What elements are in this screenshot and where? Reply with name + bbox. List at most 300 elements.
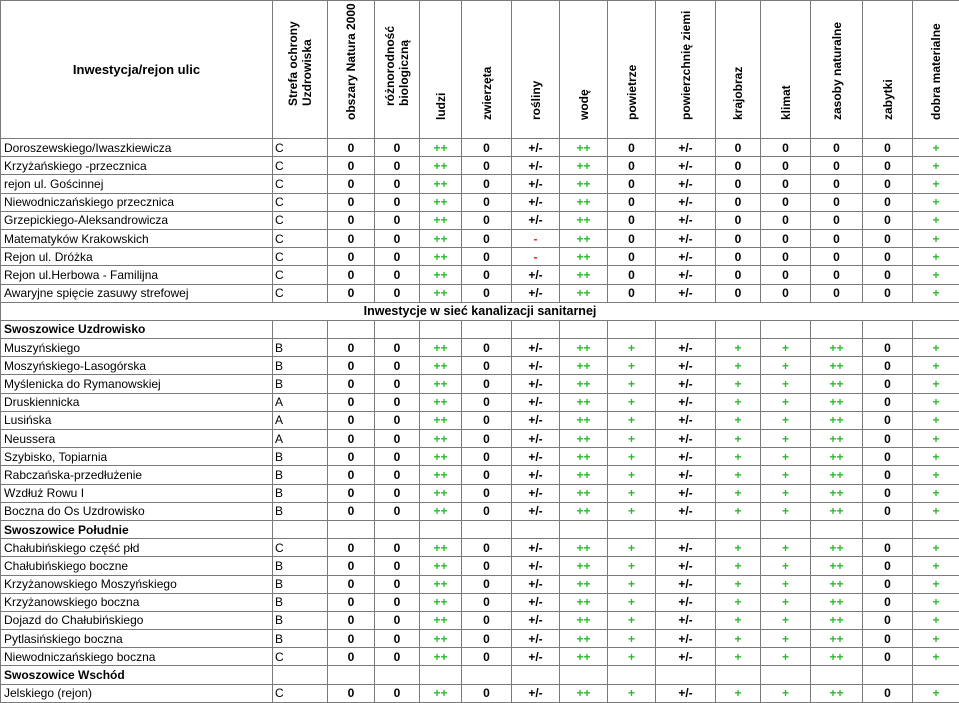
impact-value: +/- — [656, 266, 716, 284]
impact-value: 0 — [328, 139, 375, 157]
impact-value: +/- — [656, 611, 716, 629]
impact-value: 0 — [863, 284, 913, 302]
impact-value: + — [608, 393, 656, 411]
column-header — [761, 1, 811, 139]
impact-value: 0 — [863, 430, 913, 448]
column-header-label: obszary Natura 2000 — [344, 3, 358, 120]
impact-value: 0 — [811, 193, 863, 211]
impact-value: 0 — [328, 557, 375, 575]
impact-value: 0 — [462, 248, 512, 266]
column-header-label: klimat — [779, 85, 793, 120]
column-header — [716, 1, 761, 139]
table-row — [1, 211, 959, 229]
impact-value: ++ — [811, 539, 863, 557]
impact-value: 0 — [462, 630, 512, 648]
impact-value: ++ — [420, 229, 462, 247]
impact-value: 0 — [811, 139, 863, 157]
empty-cell — [608, 666, 656, 684]
row-name: Dojazd do Chałubińskiego — [1, 611, 273, 629]
impact-value: 0 — [761, 139, 811, 157]
impact-value: +/- — [656, 484, 716, 502]
impact-value: 0 — [608, 248, 656, 266]
impact-value: + — [761, 648, 811, 666]
row-name: Niewodniczańskiego boczna — [1, 648, 273, 666]
group-title: Swoszowice Wschód — [1, 666, 273, 684]
impact-value: 0 — [462, 648, 512, 666]
group-row — [1, 666, 959, 684]
impact-value: ++ — [560, 248, 608, 266]
table-row — [1, 630, 959, 648]
impact-value: ++ — [560, 502, 608, 520]
impact-value: ++ — [811, 648, 863, 666]
protection-zone-value: B — [273, 448, 328, 466]
impact-value: + — [608, 502, 656, 520]
impact-value: +/- — [656, 193, 716, 211]
impact-value: 0 — [716, 157, 761, 175]
impact-value: 0 — [863, 211, 913, 229]
impact-value: + — [913, 193, 959, 211]
column-header-label: ludzi — [434, 93, 448, 120]
impact-value: 0 — [328, 484, 375, 502]
impact-value: ++ — [811, 411, 863, 429]
impact-value: ++ — [420, 484, 462, 502]
impact-value: +/- — [512, 611, 560, 629]
empty-cell — [913, 666, 959, 684]
impact-value: 0 — [863, 448, 913, 466]
impact-value: + — [608, 630, 656, 648]
impact-value: + — [716, 339, 761, 357]
impact-value: 0 — [328, 248, 375, 266]
impact-value: +/- — [512, 630, 560, 648]
impact-value: + — [716, 502, 761, 520]
impact-value: +/- — [512, 266, 560, 284]
impact-value: + — [761, 448, 811, 466]
impact-value: 0 — [608, 211, 656, 229]
table-row — [1, 502, 959, 520]
column-header — [811, 1, 863, 139]
impact-value: + — [761, 684, 811, 702]
empty-cell — [656, 520, 716, 538]
impact-value: + — [761, 411, 811, 429]
table-row — [1, 139, 959, 157]
column-header-label: biologiczną — [397, 26, 411, 106]
table-row — [1, 466, 959, 484]
column-header — [863, 1, 913, 139]
impact-value: 0 — [863, 557, 913, 575]
section-title: Inwestycje w sieć kanalizacji sanitarnej — [1, 302, 959, 320]
empty-cell — [328, 520, 375, 538]
impact-value: + — [608, 411, 656, 429]
impact-value: ++ — [560, 375, 608, 393]
impact-value: ++ — [420, 593, 462, 611]
impact-value: 0 — [328, 430, 375, 448]
row-name: rejon ul. Gościnnej — [1, 175, 273, 193]
impact-value: +/- — [656, 229, 716, 247]
impact-value: 0 — [863, 393, 913, 411]
impact-value: ++ — [811, 593, 863, 611]
impact-value: 0 — [375, 684, 420, 702]
impact-value: ++ — [420, 411, 462, 429]
impact-value: ++ — [560, 684, 608, 702]
impact-value: 0 — [328, 411, 375, 429]
impact-value: + — [913, 575, 959, 593]
impact-value: 0 — [328, 539, 375, 557]
impact-value: ++ — [420, 284, 462, 302]
impact-value: ++ — [560, 157, 608, 175]
impact-value: 0 — [462, 430, 512, 448]
impact-value: ++ — [420, 430, 462, 448]
impact-value: 0 — [375, 175, 420, 193]
impact-value: ++ — [811, 611, 863, 629]
impact-value: 0 — [328, 175, 375, 193]
impact-value: +/- — [512, 393, 560, 411]
table-row — [1, 539, 959, 557]
impact-value: 0 — [375, 357, 420, 375]
impact-value: 0 — [328, 466, 375, 484]
impact-value: + — [913, 175, 959, 193]
impact-value: 0 — [761, 193, 811, 211]
row-name: Rabczańska-przedłużenie — [1, 466, 273, 484]
column-header — [656, 1, 716, 139]
impact-value: 0 — [462, 339, 512, 357]
impact-value: + — [913, 248, 959, 266]
impact-value: ++ — [560, 266, 608, 284]
impact-value: 0 — [328, 266, 375, 284]
impact-value: ++ — [560, 411, 608, 429]
impact-value: ++ — [420, 139, 462, 157]
impact-value: +/- — [656, 284, 716, 302]
impact-value: 0 — [328, 575, 375, 593]
impact-value: + — [913, 284, 959, 302]
column-header-label: różnorodność — [383, 26, 397, 106]
group-row — [1, 520, 959, 538]
protection-zone-value: C — [273, 266, 328, 284]
impact-value: +/- — [512, 157, 560, 175]
table-row — [1, 430, 959, 448]
column-header-label: wodę — [577, 89, 591, 120]
impact-value: + — [761, 484, 811, 502]
row-name: Doroszewskiego/Iwaszkiewicza — [1, 139, 273, 157]
row-name: Druskiennicka — [1, 393, 273, 411]
impact-value: ++ — [420, 448, 462, 466]
impact-value: + — [716, 466, 761, 484]
empty-cell — [863, 666, 913, 684]
impact-value: + — [761, 575, 811, 593]
impact-value: 0 — [375, 339, 420, 357]
protection-zone-value: B — [273, 466, 328, 484]
impact-value: ++ — [560, 575, 608, 593]
empty-cell — [273, 320, 328, 338]
impact-value: ++ — [811, 557, 863, 575]
impact-value: +/- — [512, 684, 560, 702]
empty-cell — [560, 666, 608, 684]
impact-value: 0 — [462, 157, 512, 175]
impact-value: +/- — [512, 575, 560, 593]
impact-value: 0 — [462, 175, 512, 193]
section-row — [1, 302, 959, 320]
impact-value: 0 — [328, 339, 375, 357]
impact-value: 0 — [761, 248, 811, 266]
impact-value: 0 — [328, 157, 375, 175]
impact-value: ++ — [811, 357, 863, 375]
impact-value: + — [716, 484, 761, 502]
impact-value: 0 — [375, 284, 420, 302]
impact-value: + — [716, 539, 761, 557]
impact-value: +/- — [656, 357, 716, 375]
impact-value: ++ — [560, 648, 608, 666]
row-name: Rejon ul.Herbowa - Familijna — [1, 266, 273, 284]
protection-zone-value: B — [273, 557, 328, 575]
impact-value: 0 — [462, 593, 512, 611]
impact-value: + — [913, 448, 959, 466]
impact-value: 0 — [328, 375, 375, 393]
impact-value: 0 — [761, 284, 811, 302]
protection-zone-value: B — [273, 630, 328, 648]
impact-value: +/- — [512, 211, 560, 229]
empty-cell — [863, 520, 913, 538]
impact-value: +/- — [512, 648, 560, 666]
table-row — [1, 448, 959, 466]
impact-value: 0 — [863, 684, 913, 702]
table-row — [1, 175, 959, 193]
impact-value: 0 — [462, 193, 512, 211]
impact-value: + — [913, 466, 959, 484]
impact-value: 0 — [375, 229, 420, 247]
impact-value: +/- — [656, 448, 716, 466]
impact-value: +/- — [512, 539, 560, 557]
empty-cell — [608, 320, 656, 338]
impact-value: ++ — [560, 557, 608, 575]
protection-zone-value: B — [273, 339, 328, 357]
table-row — [1, 157, 959, 175]
row-name: Boczna do Os Uzdrowisko — [1, 502, 273, 520]
column-header-label: krajobraz — [731, 67, 745, 120]
impact-value: +/- — [512, 430, 560, 448]
impact-value: +/- — [656, 157, 716, 175]
empty-cell — [328, 320, 375, 338]
impact-value: +/- — [512, 284, 560, 302]
row-name: Szybisko, Topiarnia — [1, 448, 273, 466]
impact-value: +/- — [656, 139, 716, 157]
row-name: Wzdłuż Rowu I — [1, 484, 273, 502]
impact-value: ++ — [560, 139, 608, 157]
impact-value: ++ — [560, 484, 608, 502]
impact-value: + — [608, 593, 656, 611]
impact-value: ++ — [560, 630, 608, 648]
column-header — [913, 1, 959, 139]
impact-value: ++ — [811, 575, 863, 593]
empty-cell — [913, 520, 959, 538]
impact-value: + — [913, 139, 959, 157]
impact-value: 0 — [462, 229, 512, 247]
column-header-label: Strefa ochrony — [286, 21, 300, 106]
empty-cell — [761, 520, 811, 538]
empty-cell — [512, 320, 560, 338]
empty-cell — [420, 520, 462, 538]
impact-value: - — [512, 229, 560, 247]
row-name: Niewodniczańskiego przecznica — [1, 193, 273, 211]
column-header — [328, 1, 375, 139]
impact-value: 0 — [462, 375, 512, 393]
protection-zone-value: B — [273, 375, 328, 393]
impact-value: 0 — [716, 266, 761, 284]
impact-value: ++ — [420, 175, 462, 193]
impact-value: ++ — [811, 466, 863, 484]
impact-value: 0 — [328, 502, 375, 520]
impact-value: +/- — [656, 211, 716, 229]
protection-zone-value: C — [273, 248, 328, 266]
empty-cell — [656, 666, 716, 684]
impact-value: + — [913, 229, 959, 247]
protection-zone-value: B — [273, 611, 328, 629]
impact-value: 0 — [462, 448, 512, 466]
impact-value: 0 — [375, 557, 420, 575]
impact-value: ++ — [811, 630, 863, 648]
empty-cell — [913, 320, 959, 338]
table-row — [1, 266, 959, 284]
impact-value: 0 — [328, 357, 375, 375]
impact-value: 0 — [462, 502, 512, 520]
row-name: Muszyńskiego — [1, 339, 273, 357]
impact-value: + — [608, 357, 656, 375]
impact-value: + — [761, 611, 811, 629]
impact-value: 0 — [716, 193, 761, 211]
impact-value: 0 — [375, 593, 420, 611]
impact-value: 0 — [863, 539, 913, 557]
impact-value: 0 — [375, 375, 420, 393]
impact-value: 0 — [761, 157, 811, 175]
impact-value: ++ — [420, 266, 462, 284]
impact-value: 0 — [375, 266, 420, 284]
impact-value: ++ — [811, 448, 863, 466]
protection-zone-value: C — [273, 193, 328, 211]
empty-cell — [608, 520, 656, 538]
impact-value: + — [716, 375, 761, 393]
impact-value: 0 — [863, 575, 913, 593]
impact-value: 0 — [761, 175, 811, 193]
empty-cell — [420, 666, 462, 684]
impact-value: 0 — [328, 193, 375, 211]
table-row — [1, 575, 959, 593]
impact-value: +/- — [656, 648, 716, 666]
impact-value: + — [716, 393, 761, 411]
impact-value: ++ — [560, 539, 608, 557]
row-name: Lusińska — [1, 411, 273, 429]
empty-cell — [328, 666, 375, 684]
impact-value: +/- — [656, 575, 716, 593]
impact-value: +/- — [512, 339, 560, 357]
impact-value: 0 — [462, 611, 512, 629]
impact-value: +/- — [656, 684, 716, 702]
header-investment: Inwestycja/rejon ulic — [1, 1, 273, 139]
column-header-label: Uzdrowiska — [300, 21, 314, 106]
protection-zone-value: C — [273, 175, 328, 193]
impact-value: + — [716, 430, 761, 448]
protection-zone-value: C — [273, 284, 328, 302]
impact-value: 0 — [375, 484, 420, 502]
row-name: Krzyżańskiego -przecznica — [1, 157, 273, 175]
impact-value: 0 — [716, 175, 761, 193]
impact-value: ++ — [420, 393, 462, 411]
impact-value: ++ — [560, 430, 608, 448]
protection-zone-value: B — [273, 357, 328, 375]
impact-value: ++ — [420, 557, 462, 575]
impact-value: 0 — [716, 248, 761, 266]
row-name: Pytlasińskiego boczna — [1, 630, 273, 648]
table-body — [1, 139, 959, 703]
impact-value: 0 — [375, 502, 420, 520]
empty-cell — [512, 520, 560, 538]
impact-value: 0 — [811, 248, 863, 266]
impact-value: + — [913, 684, 959, 702]
impact-value: + — [761, 393, 811, 411]
empty-cell — [273, 666, 328, 684]
impact-value: 0 — [863, 248, 913, 266]
column-header-label: zabytki — [881, 79, 895, 120]
impact-value: +/- — [512, 193, 560, 211]
empty-cell — [716, 320, 761, 338]
empty-cell — [462, 320, 512, 338]
impact-value: + — [716, 448, 761, 466]
impact-value: + — [608, 484, 656, 502]
impact-value: ++ — [560, 284, 608, 302]
impact-value: 0 — [608, 193, 656, 211]
impact-value: 0 — [863, 466, 913, 484]
impact-value: 0 — [462, 684, 512, 702]
table-row — [1, 248, 959, 266]
impact-value: + — [913, 484, 959, 502]
impact-value: + — [716, 611, 761, 629]
impact-value: + — [608, 557, 656, 575]
empty-cell — [716, 520, 761, 538]
impact-value: 0 — [462, 211, 512, 229]
impact-value: 0 — [375, 157, 420, 175]
empty-cell — [462, 520, 512, 538]
impact-value: +/- — [512, 139, 560, 157]
protection-zone-value: B — [273, 484, 328, 502]
impact-value: ++ — [811, 393, 863, 411]
impact-value: 0 — [375, 248, 420, 266]
impact-value: 0 — [462, 139, 512, 157]
row-name: Awaryjne spięcie zasuwy strefowej — [1, 284, 273, 302]
impact-value: + — [913, 648, 959, 666]
row-name: Chałubińskiego część płd — [1, 539, 273, 557]
impact-value: 0 — [462, 393, 512, 411]
impact-value: + — [913, 411, 959, 429]
impact-value: 0 — [375, 648, 420, 666]
impact-value: +/- — [656, 630, 716, 648]
protection-zone-value: A — [273, 393, 328, 411]
column-header-label: powierzchnię ziemi — [679, 11, 693, 120]
protection-zone-value: C — [273, 648, 328, 666]
impact-value: ++ — [420, 211, 462, 229]
impact-value: + — [913, 266, 959, 284]
impact-value: 0 — [375, 630, 420, 648]
impact-value: 0 — [863, 229, 913, 247]
empty-cell — [273, 520, 328, 538]
impact-value: 0 — [375, 575, 420, 593]
impact-value: ++ — [420, 502, 462, 520]
impact-value: 0 — [608, 175, 656, 193]
impact-value: + — [761, 339, 811, 357]
impact-value: 0 — [462, 575, 512, 593]
impact-value: ++ — [420, 357, 462, 375]
impact-value: 0 — [863, 357, 913, 375]
impact-value: + — [761, 557, 811, 575]
column-header — [273, 1, 328, 139]
protection-zone-value: A — [273, 411, 328, 429]
empty-cell — [716, 666, 761, 684]
